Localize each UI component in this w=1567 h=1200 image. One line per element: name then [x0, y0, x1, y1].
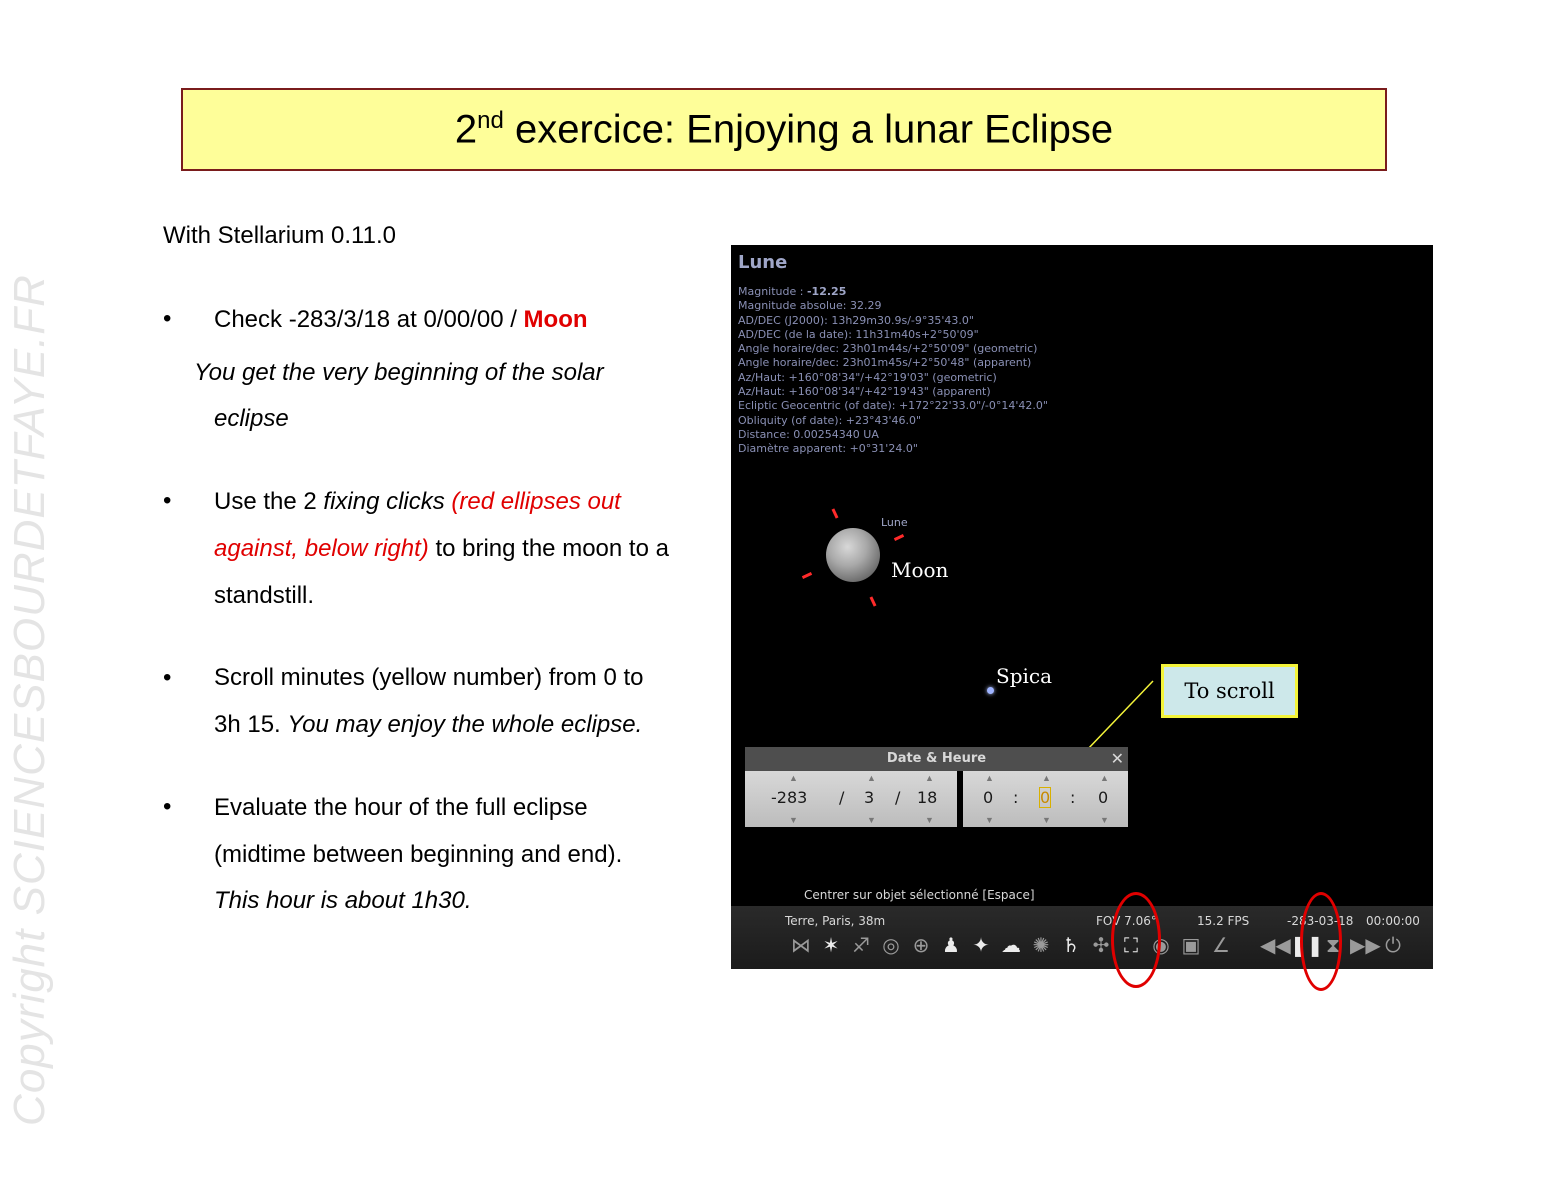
bullet-1-line-2: You get the very beginning of the solar	[194, 359, 604, 386]
time-separator: :	[1013, 788, 1019, 807]
date-text: -283-03-18	[1287, 914, 1354, 928]
moon-label: Moon	[891, 558, 949, 582]
hour-field[interactable]: 0	[983, 788, 994, 807]
quit-icon[interactable]: ⏻	[1385, 933, 1401, 957]
location-text: Terre, Paris, 38m	[785, 914, 886, 928]
bullet-dot: •	[163, 305, 172, 332]
month-field[interactable]: 3	[864, 788, 875, 807]
bullet-3-line-1: Scroll minutes (yellow number) from 0 to	[214, 664, 644, 691]
night-mode-icon[interactable]: ◉	[1152, 933, 1170, 957]
constellation-labels-icon[interactable]: ✶	[822, 933, 840, 957]
bullet-2-line-2: against, below right) to bring the moon to a	[214, 535, 669, 562]
down-arrow-icon[interactable]: ▼	[867, 815, 876, 825]
up-arrow-icon[interactable]: ▲	[1042, 773, 1051, 783]
callout-pointer	[731, 245, 1433, 969]
title-rest: exercice: Enjoying a lunar Eclipse	[503, 107, 1114, 152]
bullet-2-line-1: Use the 2 fixing clicks (red ellipses out	[214, 488, 621, 515]
time-text: 00:00:00	[1366, 914, 1420, 928]
object-info: Magnitude : -12.25 Magnitude absolue: 32.29 AD/DEC (J2000): 13h29m30.9s/-9°35'43.0" AD/DEC (de la date): 11h31m40s+2°50'09" Angle horaire/dec: 23h01m44s/+2°50'09" (geometric) Angle horaire/dec: 23h01m45s/+2°50'48" (apparent) Az/Haut: +160°08'34"/+42°19'03" (geometric) Az/Haut: +160°08'34"/+42°19'43" (apparent) Ecliptic Geocentric (of date): +172°22'33.0"/-0°14'42.0" Obliquity (of date): +23°43'46.0" Distance: 0.00254340 UA Diamètre apparent: +0°31'24.0"	[738, 285, 1048, 456]
down-arrow-icon[interactable]: ▼	[925, 815, 934, 825]
to-scroll-callout: To scroll	[1161, 664, 1298, 718]
up-arrow-icon[interactable]: ▲	[1100, 773, 1109, 783]
pause-icon[interactable]: ❚❚	[1290, 933, 1324, 957]
fps-text: 15.2 FPS	[1197, 914, 1250, 928]
up-arrow-icon[interactable]: ▲	[985, 773, 994, 783]
red-ellipse-pause	[1300, 892, 1342, 991]
down-arrow-icon[interactable]: ▼	[985, 815, 994, 825]
center-object-icon[interactable]: ⛶	[1124, 933, 1138, 957]
date-time-header: Date & Heure ✕	[745, 747, 1128, 771]
down-arrow-icon[interactable]: ▼	[789, 815, 798, 825]
equatorial-mount-icon[interactable]: ✣	[1092, 933, 1110, 957]
subtitle: With Stellarium 0.11.0	[163, 222, 396, 249]
bullet-4-line-2: (midtime between beginning and end).	[214, 841, 623, 868]
fast-forward-icon[interactable]: ▶▶	[1350, 933, 1381, 957]
constellation-art-icon[interactable]: ♐	[852, 933, 870, 957]
up-arrow-icon[interactable]: ▲	[867, 773, 876, 783]
real-time-icon[interactable]: ⧗	[1325, 933, 1341, 957]
bullet-4-line-3: This hour is about 1h30.	[214, 887, 472, 914]
planet-labels-icon[interactable]: ♄	[1062, 933, 1080, 957]
second-field[interactable]: 0	[1098, 788, 1109, 807]
bullet-3-line-2: 3h 15. You may enjoy the whole eclipse.	[214, 711, 643, 738]
title-sup: nd	[477, 106, 504, 134]
bullet-4-line-1: Evaluate the hour of the full eclipse	[214, 794, 588, 821]
date-separator: /	[895, 788, 901, 807]
red-ellipse-center	[1111, 892, 1161, 988]
red-note-1: (red ellipses out	[444, 488, 621, 515]
ground-icon[interactable]: ♟	[942, 933, 960, 957]
up-arrow-icon[interactable]: ▲	[789, 773, 798, 783]
down-arrow-icon[interactable]: ▼	[1100, 815, 1109, 825]
enjoy-text: You may enjoy the whole eclipse.	[287, 711, 643, 738]
bullet-2-line-3: standstill.	[214, 582, 315, 609]
center-object-message: Centrer sur objet sélectionné [Espace]	[804, 888, 1035, 902]
close-icon[interactable]: ✕	[1110, 749, 1124, 768]
year-field[interactable]: -283	[771, 788, 808, 807]
equatorial-grid-icon[interactable]: ◎	[882, 933, 900, 957]
ocular-icon[interactable]: ∠	[1212, 933, 1230, 957]
bullet-1-line-1: Check -283/3/18 at 0/00/00 / Moon	[214, 306, 588, 333]
stellarium-screen[interactable]	[731, 245, 1433, 969]
bullet-dot: •	[163, 664, 172, 691]
time-fields	[963, 771, 1128, 827]
title-lead: 2	[454, 107, 478, 152]
date-time-panel	[745, 747, 1128, 827]
red-note-2: against, below right)	[214, 535, 429, 562]
up-arrow-icon[interactable]: ▲	[925, 773, 934, 783]
object-name: Lune	[738, 252, 788, 273]
bullet-1-line-3: eclipse	[214, 405, 289, 432]
constellation-lines-icon[interactable]: ⋈	[791, 933, 811, 957]
minute-field[interactable]: 0	[1040, 788, 1051, 807]
atmosphere-icon[interactable]: ☁	[1001, 933, 1021, 957]
fov-text: FOV 7.06°	[1096, 914, 1157, 928]
date-separator: /	[839, 788, 845, 807]
azimuthal-grid-icon[interactable]: ⊕	[912, 933, 930, 957]
bullet-dot: •	[163, 793, 172, 820]
copyright-watermark: Copyright SCIENCESBOURDETFAYE.FR	[5, 274, 54, 1126]
toolbar-spacer	[1238, 932, 1256, 958]
fullscreen-icon[interactable]: ▣	[1181, 933, 1201, 957]
slide-title	[455, 107, 1113, 152]
bullet-dot: •	[163, 487, 172, 514]
day-field[interactable]: 18	[917, 788, 938, 807]
cardinal-points-icon[interactable]: ✦	[972, 933, 990, 957]
moon-highlight: Moon	[523, 306, 588, 333]
moon-small-label: Lune	[881, 516, 908, 529]
down-arrow-icon[interactable]: ▼	[1042, 815, 1051, 825]
time-separator: :	[1070, 788, 1076, 807]
date-fields	[745, 771, 957, 827]
fixing-clicks-text: fixing clicks	[323, 488, 445, 515]
spica-label: Spica	[996, 664, 1053, 688]
rewind-icon[interactable]: ◀◀	[1260, 933, 1291, 957]
slide-title-box	[181, 88, 1387, 171]
nebulae-icon[interactable]: ✺	[1032, 933, 1050, 957]
